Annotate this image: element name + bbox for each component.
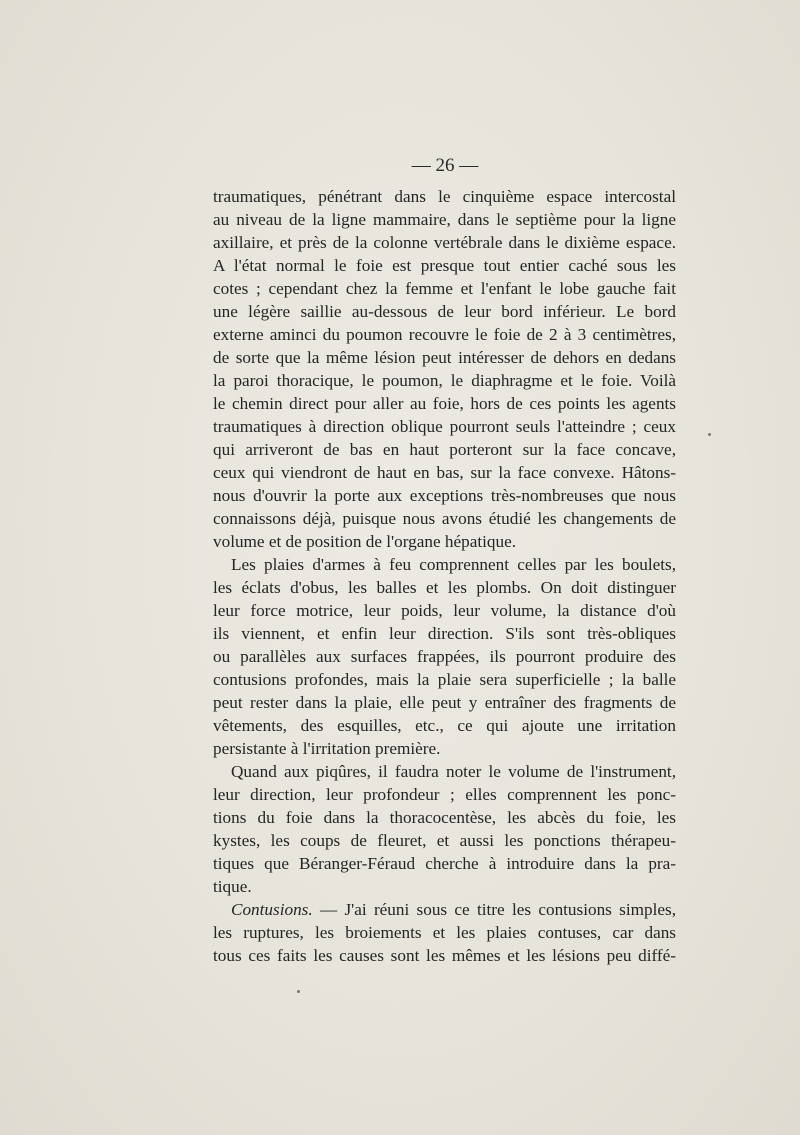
text-line: au niveau de la ligne mammaire, dans le septième pour la ligne (213, 210, 676, 229)
text-line: connaissons déjà, puisque nous avons étudié les changements de (213, 509, 676, 528)
text-line: traumatiques à direction oblique pourront seuls l'atteindre ; ceux (213, 417, 676, 436)
text-line: leur force motrice, leur poids, leur volume, la distance d'où (213, 601, 676, 620)
text-line: peut rester dans la plaie, elle peut y entraîner des fragments de (213, 693, 676, 712)
text-line: de sorte que la même lésion peut intéresser de dehors en dedans (213, 348, 676, 367)
text-line: persistante à l'irritation première. (213, 739, 441, 758)
text-line: ils viennent, et enfin leur direction. S'ils sont très-obliques (213, 624, 676, 643)
body-text (213, 185, 676, 967)
text-line: axillaire, et près de la colonne vertébrale dans le dixième espace. (213, 233, 676, 252)
text-line: qui arriveront de bas en haut porteront sur la face concave, (213, 440, 676, 459)
text-line: A l'état normal le foie est presque tout entier caché sous les (213, 256, 676, 275)
margin-speck (708, 433, 711, 436)
text-line: tiques que Béranger-Féraud cherche à introduire dans la pra- (213, 854, 676, 873)
text-line (213, 898, 676, 921)
text-line: traumatiques, pénétrant dans le cinquième espace intercostal (213, 187, 676, 206)
text-span: — J'ai réuni sous ce titre les contusions simples, (312, 900, 676, 919)
text-line: tous ces faits les causes sont les mêmes et les lésions peu diffé- (213, 946, 676, 965)
section-heading: Contusions. (231, 900, 313, 919)
page-number: — 26 — (411, 155, 479, 176)
text-line: Les plaies d'armes à feu comprennent celles par les boulets, (231, 555, 676, 574)
text-line: leur direction, leur profondeur ; elles comprennent les ponc- (213, 785, 676, 804)
text-line: les éclats d'obus, les balles et les plombs. On doit distinguer (213, 578, 676, 597)
text-line: vêtements, des esquilles, etc., ce qui ajoute une irritation (213, 716, 676, 735)
text-line: une légère saillie au-dessous de leur bord inférieur. Le bord (213, 302, 676, 321)
margin-speck (297, 990, 300, 993)
text-line: nous d'ouvrir la porte aux exceptions très-nombreuses que nous (213, 486, 676, 505)
text-line: contusions profondes, mais la plaie sera superficielle ; la balle (213, 670, 676, 689)
text-line: tique. (213, 877, 252, 896)
text-line: volume et de position de l'organe hépatique. (213, 532, 517, 551)
text-line: ceux qui viendront de haut en bas, sur la face convexe. Hâtons- (213, 463, 676, 482)
text-line: tions du foie dans la thoracocentèse, les abcès du foie, les (213, 808, 676, 827)
text-line: kystes, les coups de fleuret, et aussi les ponctions thérapeu- (213, 831, 676, 850)
text-line: cotes ; cependant chez la femme et l'enfant le lobe gauche fait (213, 279, 676, 298)
text-line: externe aminci du poumon recouvre le foie de 2 à 3 centimètres, (213, 325, 676, 344)
text-line: le chemin direct pour aller au foie, hors de ces points les agents (213, 394, 676, 413)
text-line: Quand aux piqûres, il faudra noter le volume de l'instrument, (231, 762, 676, 781)
text-line: la paroi thoracique, le poumon, le diaphragme et le foie. Voilà (213, 371, 676, 390)
text-line: les ruptures, les broiements et les plaies contuses, car dans (213, 923, 676, 942)
text-line: ou parallèles aux surfaces frappées, ils pourront produire des (213, 647, 676, 666)
